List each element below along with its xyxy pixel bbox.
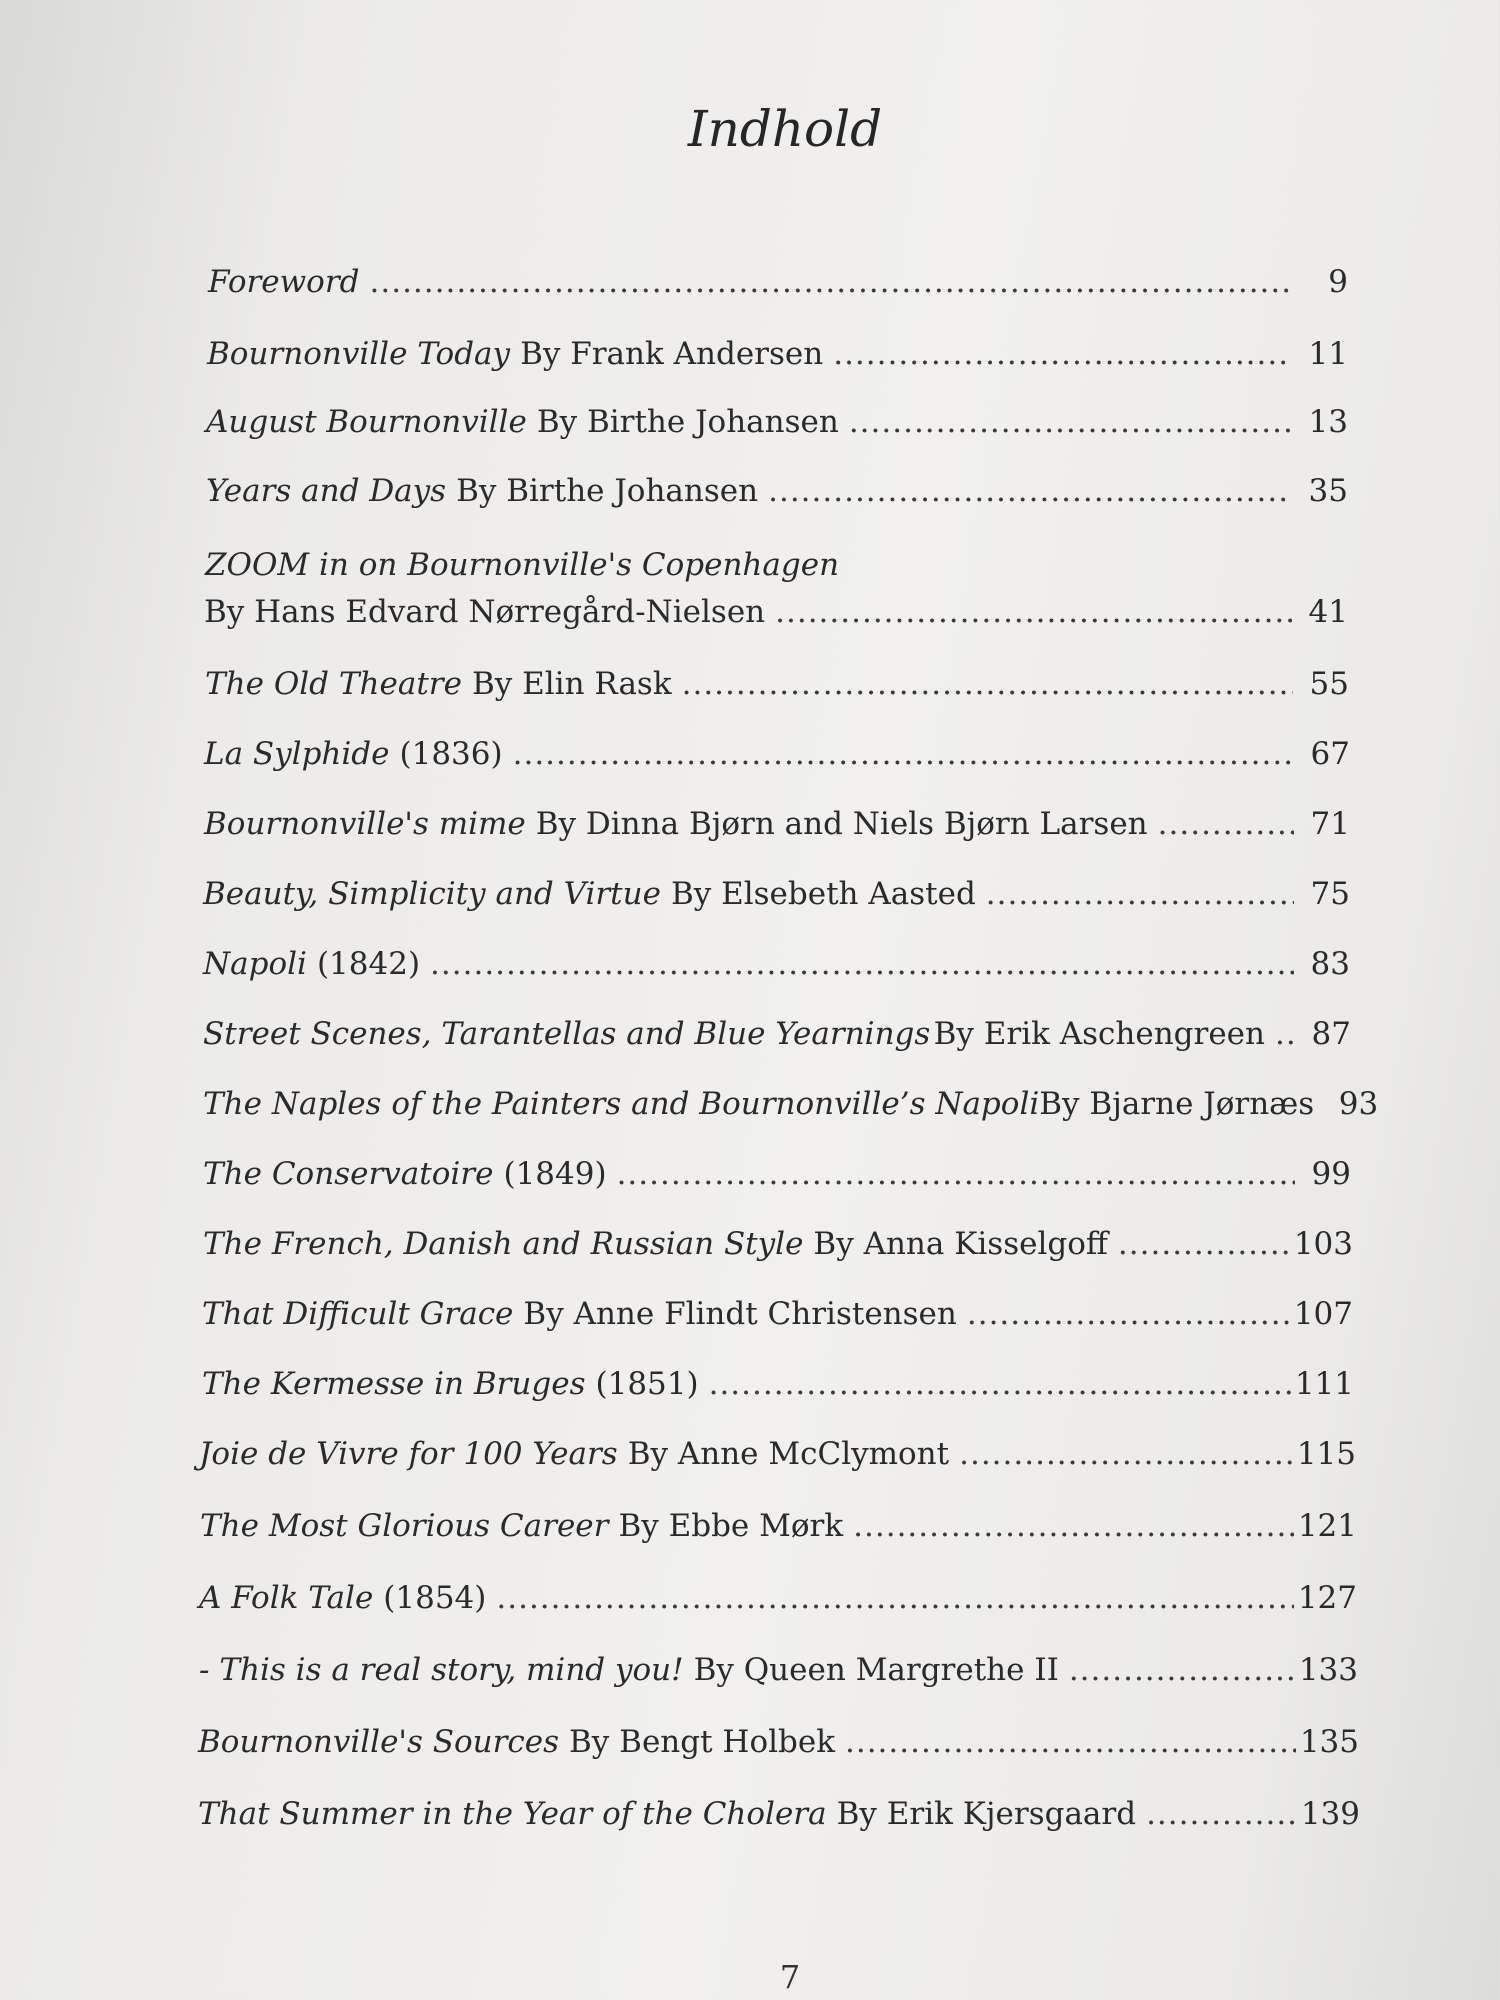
entry-page: 121 [1297, 1508, 1357, 1544]
entry-author: By Anna Kisselgoff [813, 1226, 1108, 1262]
entry-title: The Conservatoire [203, 1156, 494, 1192]
toc-entry [206, 402, 1348, 442]
leader-dots [617, 1154, 1295, 1194]
entry-author: By Elin Rask [471, 666, 672, 702]
entry-author: By Erik Aschengreen [933, 1016, 1265, 1052]
entry-author: By Frank Andersen [520, 336, 824, 372]
entry-title: The French, Danish and Russian Style [203, 1226, 804, 1262]
entry-title: Bournonville Today [207, 336, 511, 372]
entry-year: (1851) [595, 1366, 699, 1402]
leader-dots [370, 262, 1292, 302]
entry-page: 11 [1308, 336, 1348, 372]
leader-dots [430, 944, 1294, 984]
entry-author: By Elsebeth Aasted [670, 876, 976, 912]
toc-entry [199, 1650, 1358, 1690]
toc-entry [200, 1506, 1357, 1546]
toc-entry [199, 1578, 1357, 1618]
entry-title: That Summer in the Year of the Cholera [198, 1796, 827, 1832]
entry-author: By Queen Margrethe II [693, 1652, 1059, 1688]
entry-author: By Birthe Johansen [536, 404, 839, 440]
entry-page: 93 [1338, 1086, 1379, 1122]
entry-title: The Old Theatre [205, 666, 462, 702]
page-title: Indhold [687, 100, 883, 158]
entry-page: 139 [1300, 1796, 1360, 1832]
leader-dots [709, 1364, 1291, 1404]
entry-page: 103 [1293, 1226, 1353, 1262]
toc-entry [202, 1364, 1354, 1404]
leader-dots [496, 1578, 1293, 1618]
leader-dots [833, 334, 1292, 374]
toc-entry [202, 1294, 1353, 1334]
entry-title: Street Scenes, Tarantellas and Blue Yearnings [203, 1016, 931, 1052]
entry-title: The Most Glorious Career [200, 1508, 609, 1544]
entry-page: 133 [1298, 1652, 1358, 1688]
leader-dots [682, 664, 1293, 704]
entry-title: Bournonville's mime [204, 806, 526, 842]
entry-page: 115 [1296, 1436, 1356, 1472]
toc-entry [203, 1154, 1351, 1194]
entry-title: Years and Days [206, 473, 447, 509]
entry-title: The Kermesse in Bruges [202, 1366, 586, 1402]
leader-dots [1158, 804, 1294, 844]
entry-page: 111 [1294, 1366, 1354, 1402]
toc-entry [199, 1434, 1356, 1474]
toc-entry [206, 471, 1348, 511]
entry-page: 41 [1308, 594, 1348, 630]
entry-page: 35 [1308, 473, 1348, 509]
entry-title: Bournonville's Sources [198, 1724, 560, 1760]
entry-author: By Erik Kjersgaard [836, 1796, 1137, 1832]
entry-author: By Birthe Johansen [456, 473, 759, 509]
entry-page: 87 [1311, 1016, 1351, 1052]
page-number: 7 [779, 1958, 801, 1996]
entry-title-line: ZOOM in on Bournonville's Copenhagen [205, 547, 840, 583]
entry-page: 67 [1310, 736, 1350, 772]
entry-page: 99 [1311, 1156, 1351, 1192]
leader-dots [1118, 1224, 1290, 1264]
toc-entry [203, 874, 1350, 914]
toc-entry [203, 944, 1350, 984]
leader-dots [853, 1506, 1294, 1546]
entry-title: A Folk Tale [199, 1580, 374, 1616]
entry-title: Beauty, Simplicity and Virtue [203, 876, 661, 912]
leader-dots [1146, 1794, 1297, 1834]
entry-page: 127 [1297, 1580, 1357, 1616]
leader-dots [959, 1434, 1293, 1474]
entry-page: 107 [1293, 1296, 1353, 1332]
entry-page: 75 [1310, 876, 1350, 912]
toc-entry [205, 664, 1349, 704]
leader-dots [845, 1722, 1296, 1762]
leader-dots [1069, 1650, 1295, 1690]
leader-dots [986, 874, 1294, 914]
leader-dots [768, 471, 1292, 511]
entry-year: (1842) [316, 946, 421, 982]
entry-page: 71 [1310, 806, 1350, 842]
entry-page: 9 [1328, 264, 1348, 300]
entry-page: 83 [1310, 946, 1350, 982]
entry-title: That Difficult Grace [202, 1296, 514, 1332]
entry-year: (1854) [383, 1580, 487, 1616]
toc-entry [203, 1224, 1353, 1264]
entry-title: La Sylphide [204, 736, 390, 772]
entry-year: (1836) [399, 736, 503, 772]
toc-entry [203, 1084, 1379, 1124]
entry-page: 13 [1308, 404, 1348, 440]
entry-title: Foreword [208, 264, 360, 300]
toc-entry [204, 804, 1350, 844]
entry-year: (1849) [503, 1156, 607, 1192]
toc-entry [203, 1014, 1351, 1054]
toc-entry-foreword [208, 262, 1348, 302]
leader-dots [775, 592, 1292, 632]
entry-title: August Bournonville [206, 404, 527, 440]
entry-title: The Naples of the Painters and Bournonville’s Napoli [203, 1086, 1040, 1122]
entry-author: By Bengt Holbek [569, 1724, 835, 1760]
entry-title: Napoli [203, 946, 307, 982]
entry-author: By Anne Flindt Christensen [523, 1296, 957, 1332]
leader-dots [513, 734, 1294, 774]
toc-entry [207, 334, 1348, 374]
leader-dots [1275, 1014, 1295, 1054]
entry-title: Joie de Vivre for 100 Years [199, 1436, 618, 1472]
entry-author: By Dinna Bjørn and Niels Bjørn Larsen [535, 806, 1148, 842]
toc-entry [198, 1794, 1360, 1834]
toc-entry [204, 592, 1348, 632]
entry-author: By Bjarne Jørnæs [1039, 1086, 1315, 1122]
toc-entry [198, 1722, 1359, 1762]
leader-dots [967, 1294, 1290, 1334]
entry-title: - This is a real story, mind you! [199, 1652, 684, 1688]
leader-dots [849, 402, 1292, 442]
entry-page: 135 [1299, 1724, 1359, 1760]
entry-author: By Anne McClymont [627, 1436, 950, 1472]
entry-page: 55 [1309, 666, 1349, 702]
entry-author: By Ebbe Mørk [618, 1508, 844, 1544]
entry-author: By Hans Edvard Nørregård-Nielsen [204, 594, 766, 630]
toc-entry [204, 734, 1350, 774]
